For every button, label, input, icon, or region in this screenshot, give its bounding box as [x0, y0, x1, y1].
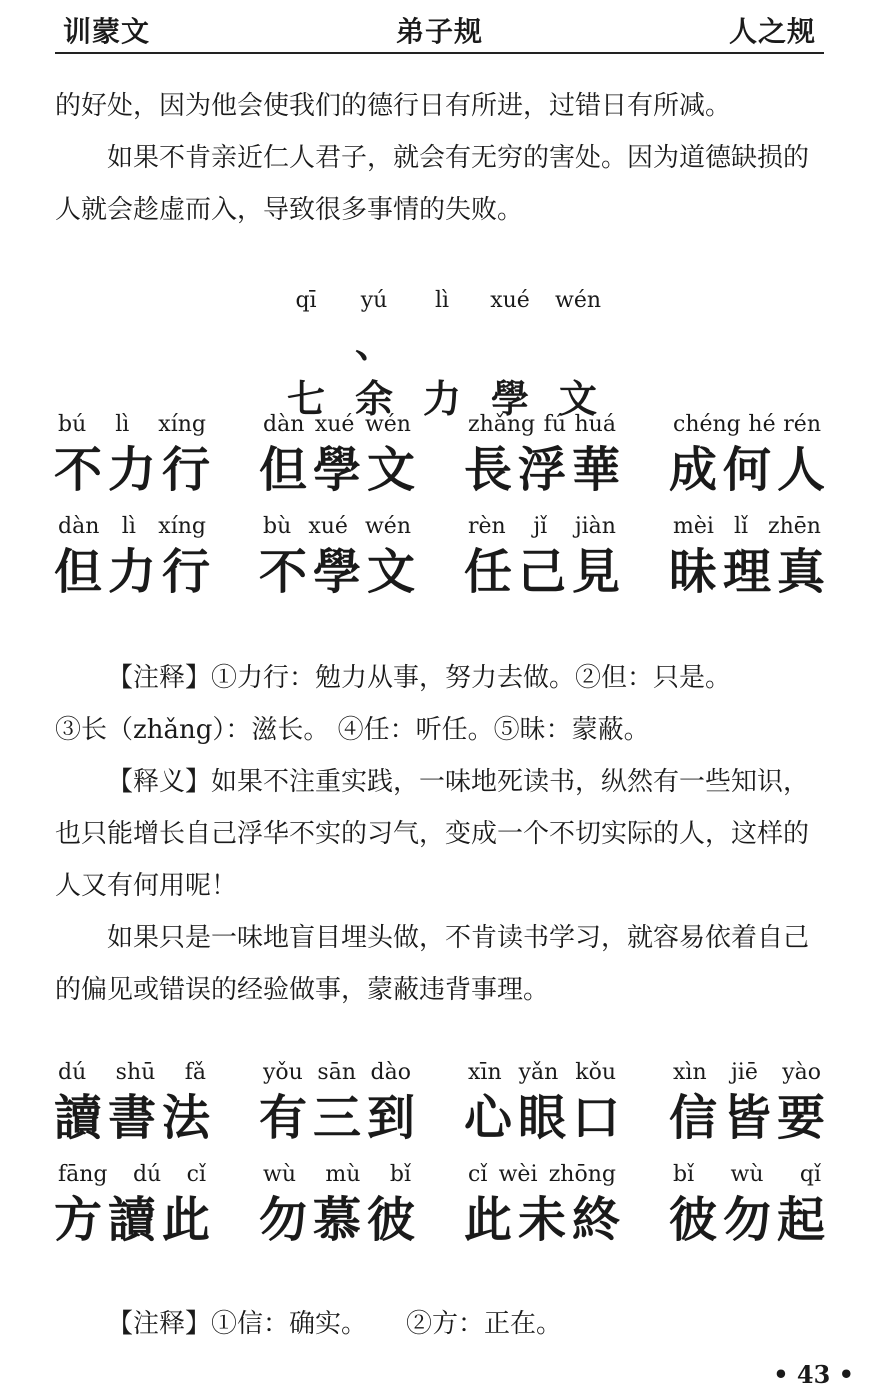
pinyin-syllable: dú — [58, 1060, 87, 1085]
verse-phrase — [462, 1160, 622, 1250]
pinyin-syllable: zhēn — [768, 514, 821, 539]
pinyin-syllable: fú — [543, 412, 566, 437]
verse-character: 成 — [668, 442, 717, 498]
pinyin-syllable: xíng — [158, 412, 206, 437]
phrase-pinyin — [667, 410, 827, 440]
phrase-characters — [462, 1088, 622, 1148]
header-left-title: 训蒙文 — [63, 15, 151, 48]
phrase-pinyin — [257, 1058, 417, 1088]
verse-phrase — [52, 512, 212, 602]
phrase-characters — [462, 1190, 622, 1250]
title-pinyin: xué — [490, 288, 530, 313]
phrase-pinyin — [52, 512, 212, 542]
verse-character: 華 — [571, 442, 620, 498]
verse-phrase — [667, 1058, 827, 1148]
verse-character: 人 — [776, 442, 825, 498]
pinyin-syllable: xīn — [468, 1060, 502, 1085]
pinyin-syllable: cǐ — [186, 1162, 206, 1187]
pinyin-syllable: bǐ — [673, 1162, 695, 1187]
pinyin-syllable: bù — [263, 514, 292, 539]
phrase-characters — [667, 542, 827, 602]
pinyin-syllable: rèn — [468, 514, 506, 539]
pinyin-syllable: huá — [574, 412, 616, 437]
verse-character: 方 — [53, 1192, 102, 1248]
phrase-characters — [462, 542, 622, 602]
title-char: 文 — [558, 376, 597, 421]
explanation-paragraph: 如果只是一味地盲目埋头做，不肯读书学习，就容易依着自己的偏见或错误的经验做事，蒙蔽违背事理。 — [55, 923, 810, 1005]
verse-character: 行 — [161, 544, 210, 600]
verse-character: 三 — [312, 1090, 361, 1146]
verse-character: 浮 — [517, 442, 566, 498]
phrase-pinyin — [257, 512, 417, 542]
pinyin-syllable: fǎ — [184, 1060, 206, 1085]
verse-character: 不 — [258, 544, 307, 600]
verse-character: 此 — [161, 1192, 210, 1248]
pinyin-syllable: yào — [782, 1060, 821, 1085]
verse-character: 學 — [312, 442, 361, 498]
phrase-characters — [257, 440, 417, 500]
verse-character: 口 — [571, 1090, 620, 1146]
pinyin-syllable: jiàn — [574, 514, 616, 539]
title-char: 學 — [490, 376, 529, 421]
title-pinyin: wén — [554, 288, 602, 313]
pinyin-syllable: wén — [364, 514, 411, 539]
verse-character: 終 — [571, 1192, 620, 1248]
verse-character: 力 — [107, 442, 156, 498]
pinyin-syllable: kǒu — [575, 1060, 616, 1085]
verse-character: 書 — [107, 1090, 156, 1146]
verse-phrase — [257, 1160, 417, 1250]
pinyin-syllable: lǐ — [733, 514, 749, 539]
phrase-characters — [52, 542, 212, 602]
pinyin-syllable: sān — [317, 1060, 356, 1085]
phrase-pinyin — [462, 1058, 622, 1088]
verse-character: 但 — [53, 544, 102, 600]
pinyin-syllable: wù — [730, 1162, 764, 1187]
verse-character: 勿 — [722, 1192, 771, 1248]
intro-paragraph: 的好处，因为他会使我们的德行日有所进，过错日有所减。 — [55, 91, 732, 121]
verse-phrase — [462, 1058, 622, 1148]
verse-character: 何 — [722, 442, 771, 498]
header-right-title: 人之规 — [728, 15, 816, 48]
verse-character: 勿 — [258, 1192, 307, 1248]
pinyin-syllable: qǐ — [799, 1162, 821, 1187]
verse-phrase — [52, 1058, 212, 1148]
verse-line — [52, 410, 832, 512]
pinyin-syllable: dú — [132, 1162, 162, 1187]
phrase-characters — [52, 1190, 212, 1250]
note-line: ③长（zhǎng）：滋长。 ④任：听任。⑤昧：蒙蔽。 — [55, 715, 650, 745]
pinyin-syllable: rén — [783, 412, 821, 437]
verse-phrase — [52, 410, 212, 500]
verse-phrase — [257, 1058, 417, 1148]
phrase-pinyin — [52, 1160, 212, 1190]
verse-character: 學 — [312, 544, 361, 600]
pinyin-syllable: chéng — [673, 412, 741, 437]
explanation-paragraph: 【释义】如果不注重实践，一味地死读书，纵然有一些知识，也只能增长自己浮华不实的习气，变成一个不切实际的人，这样的人又有何用呢！ — [55, 767, 810, 901]
pinyin-syllable: dàn — [58, 514, 100, 539]
verse-phrase — [257, 410, 417, 500]
verse-line — [52, 512, 832, 614]
phrase-characters — [667, 440, 827, 500]
verse-phrase — [667, 1160, 827, 1250]
pinyin-syllable: jǐ — [533, 514, 548, 539]
notes-block-1 — [55, 652, 830, 1016]
pinyin-syllable: bú — [58, 412, 87, 437]
verse-character: 真 — [776, 544, 825, 600]
verse-line — [52, 1160, 832, 1262]
verse-character: 有 — [258, 1090, 307, 1146]
phrase-characters — [257, 1190, 417, 1250]
phrase-pinyin — [667, 1160, 827, 1190]
note-line: 【注释】①力行：勉力从事，努力去做。②但：只是。 — [107, 663, 732, 693]
phrase-characters — [257, 1088, 417, 1148]
intro-paragraph: 如果不肯亲近仁人君子，就会有无穷的害处。因为道德缺损的人就会趁虚而入，导致很多事情的失败。 — [55, 143, 810, 225]
section-title — [0, 288, 884, 423]
page-number: • 43 • — [773, 1360, 854, 1389]
verse-character: 理 — [722, 544, 771, 600]
verse-character: 己 — [517, 544, 566, 600]
pinyin-syllable: xìn — [673, 1060, 707, 1085]
pinyin-syllable: wèi — [498, 1162, 538, 1187]
verse-character: 行 — [161, 442, 210, 498]
phrase-characters — [667, 1088, 827, 1148]
pinyin-syllable: xué — [314, 412, 355, 437]
verse-phrase — [257, 512, 417, 602]
verse-character: 文 — [366, 442, 415, 498]
verse-character: 慕 — [312, 1192, 361, 1248]
phrase-pinyin — [257, 1160, 417, 1190]
pinyin-syllable: mèi — [673, 514, 714, 539]
verse-character: 長 — [463, 442, 512, 498]
pinyin-syllable: jiē — [730, 1060, 758, 1085]
verse-character: 起 — [776, 1192, 825, 1248]
verse-phrase — [462, 512, 622, 602]
verse-character: 彼 — [366, 1192, 415, 1248]
verse-phrase — [667, 410, 827, 500]
phrase-characters — [667, 1190, 827, 1250]
verse-character: 彼 — [668, 1192, 717, 1248]
verse-character: 信 — [668, 1090, 717, 1146]
header-center-title: 弟子规 — [395, 15, 483, 48]
pinyin-syllable: hé — [748, 412, 776, 437]
pinyin-syllable: cǐ — [468, 1162, 488, 1187]
title-char: 力 — [422, 376, 461, 421]
verse-phrase — [667, 512, 827, 602]
phrase-pinyin — [462, 1160, 622, 1190]
verse-phrase — [52, 1160, 212, 1250]
pinyin-syllable: shū — [115, 1060, 156, 1085]
pinyin-syllable: zhǎng — [468, 412, 536, 437]
pinyin-syllable: dào — [370, 1060, 411, 1085]
notes-block-2 — [55, 1298, 830, 1350]
pinyin-syllable: dàn — [263, 412, 305, 437]
verse-block-1 — [52, 410, 832, 614]
verse-character: 心 — [463, 1090, 512, 1146]
pinyin-syllable: yǒu — [263, 1060, 303, 1085]
title-char: 七 — [286, 376, 325, 421]
verse-character: 讀 — [107, 1192, 156, 1248]
phrase-pinyin — [52, 410, 212, 440]
verse-character: 法 — [161, 1090, 210, 1146]
title-char: 、余 — [354, 321, 393, 421]
verse-character: 不 — [53, 442, 102, 498]
verse-character: 要 — [776, 1090, 825, 1146]
phrase-characters — [462, 440, 622, 500]
title-pinyin: lì — [434, 288, 450, 313]
intro-text — [55, 80, 830, 236]
phrase-pinyin — [667, 512, 827, 542]
pinyin-syllable: fāng — [58, 1162, 108, 1187]
verse-character: 皆 — [722, 1090, 771, 1146]
note-line: 【注释】①信：确实。 ②方：正在。 — [107, 1309, 563, 1339]
verse-line — [52, 1058, 832, 1160]
page-header — [55, 6, 824, 54]
pinyin-syllable: lì — [115, 412, 130, 437]
verse-character: 任 — [463, 544, 512, 600]
verse-character: 未 — [517, 1192, 566, 1248]
pinyin-syllable: xíng — [158, 514, 206, 539]
pinyin-syllable: bǐ — [389, 1162, 411, 1187]
phrase-characters — [52, 440, 212, 500]
title-pinyin: yú — [360, 288, 388, 313]
pinyin-syllable: xué — [308, 514, 348, 539]
pinyin-syllable: wù — [263, 1162, 296, 1187]
pinyin-syllable: zhōng — [548, 1162, 616, 1187]
verse-character: 見 — [571, 544, 620, 600]
title-pinyin: qī — [295, 288, 317, 313]
pinyin-syllable: wén — [364, 412, 411, 437]
phrase-pinyin — [257, 410, 417, 440]
phrase-pinyin — [462, 512, 622, 542]
verse-character: 此 — [463, 1192, 512, 1248]
verse-character: 力 — [107, 544, 156, 600]
phrase-pinyin — [462, 410, 622, 440]
verse-character: 文 — [366, 544, 415, 600]
phrase-characters — [257, 542, 417, 602]
phrase-pinyin — [52, 1058, 212, 1088]
pinyin-syllable: yǎn — [518, 1060, 559, 1085]
verse-character: 到 — [366, 1090, 415, 1146]
pinyin-syllable: lì — [121, 514, 136, 539]
verse-character: 昧 — [668, 544, 717, 600]
verse-character: 眼 — [517, 1090, 566, 1146]
verse-character: 讀 — [53, 1090, 102, 1146]
phrase-pinyin — [667, 1058, 827, 1088]
pinyin-syllable: mù — [325, 1162, 361, 1187]
phrase-characters — [52, 1088, 212, 1148]
verse-character: 但 — [258, 442, 307, 498]
verse-phrase — [462, 410, 622, 500]
verse-block-2 — [52, 1058, 832, 1262]
